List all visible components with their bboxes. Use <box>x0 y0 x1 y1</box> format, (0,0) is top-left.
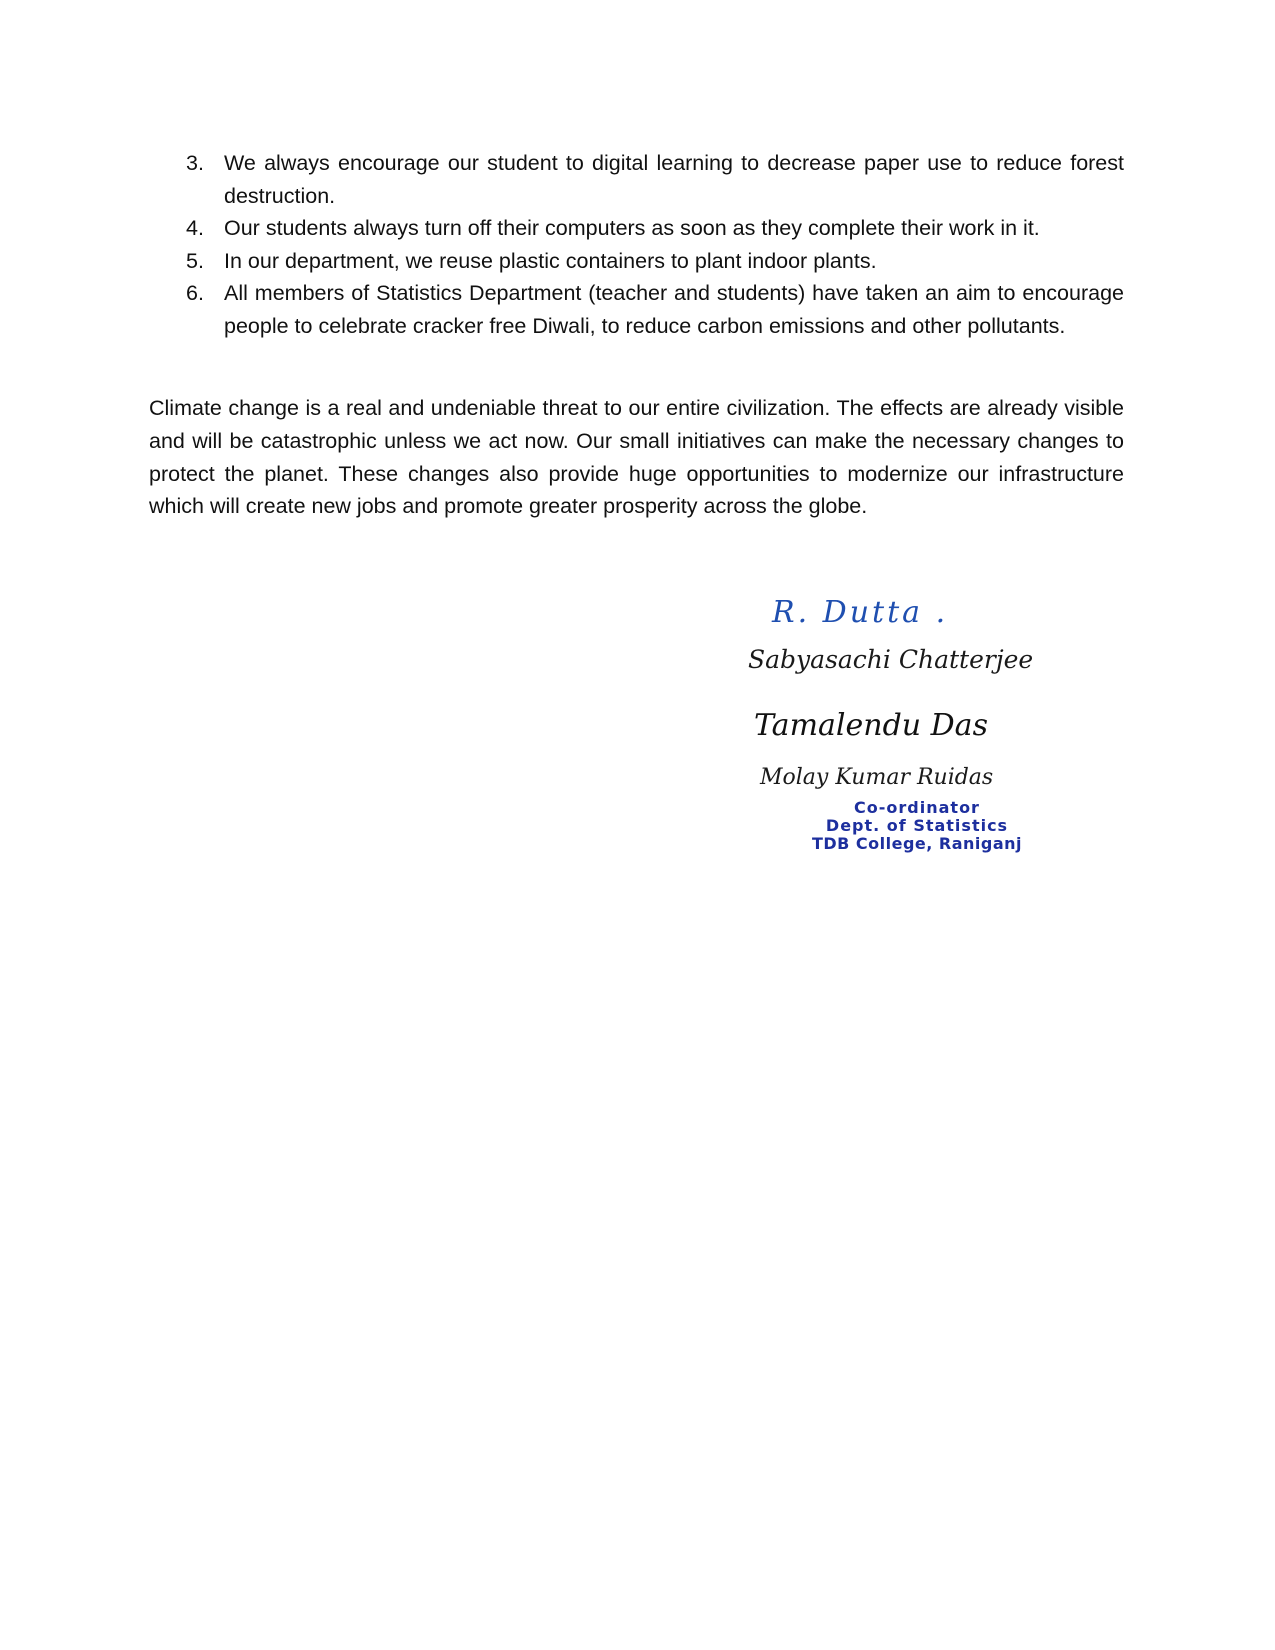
closing-paragraph: Climate change is a real and undeniable threat to our entire civilization. The effects are already visible and will be catastrophic unless we act now. Our small initiatives can make the necessary changes to protect the planet. These changes also provide huge opportunities to modernize our infrastructure which will create new jobs and promote greater prosperity across the globe. <box>149 396 1124 519</box>
list-item-text: All members of Statistics Department (teacher and students) have taken an aim to encourage people to celebrate cracker free Diwali, to reduce carbon emissions and other pollutants. <box>224 281 1124 338</box>
list-item-number: 5. <box>186 248 204 273</box>
list-item-number: 4. <box>186 216 204 240</box>
stamp-line-department: Dept. of Statistics <box>825 816 1009 835</box>
signature-r-dutta: R. Dutta . <box>772 595 949 630</box>
signature-sabyasachi-chatterjee: Sabyasachi Chatterjee <box>748 645 1034 674</box>
coordinator-stamp <box>772 799 1062 853</box>
list-item-text: Our students always turn off their computers as soon as they complete their work in it. <box>224 216 1040 240</box>
stamp-line-college: TDB College, Raniganj <box>811 834 1023 853</box>
signature-tamalendu-das: Tamalendu Das <box>754 708 988 743</box>
signature-block <box>740 595 1070 875</box>
list-item-text: In our department, we reuse plastic containers to plant indoor plants. <box>224 248 877 273</box>
list-item <box>186 147 1124 212</box>
list-item <box>186 277 1124 342</box>
signature-molay-kumar-ruidas: Molay Kumar Ruidas <box>760 765 994 790</box>
list-item-number: 6. <box>186 281 204 305</box>
initiatives-list <box>186 147 1124 342</box>
list-item-number: 3. <box>186 151 204 175</box>
list-item-text: We always encourage our student to digital learning to decrease paper use to reduce forest destruction. <box>224 151 1124 208</box>
list-item <box>186 212 1124 245</box>
stamp-line-coordinator: Co-ordinator <box>854 798 980 817</box>
list-item <box>186 245 1124 278</box>
